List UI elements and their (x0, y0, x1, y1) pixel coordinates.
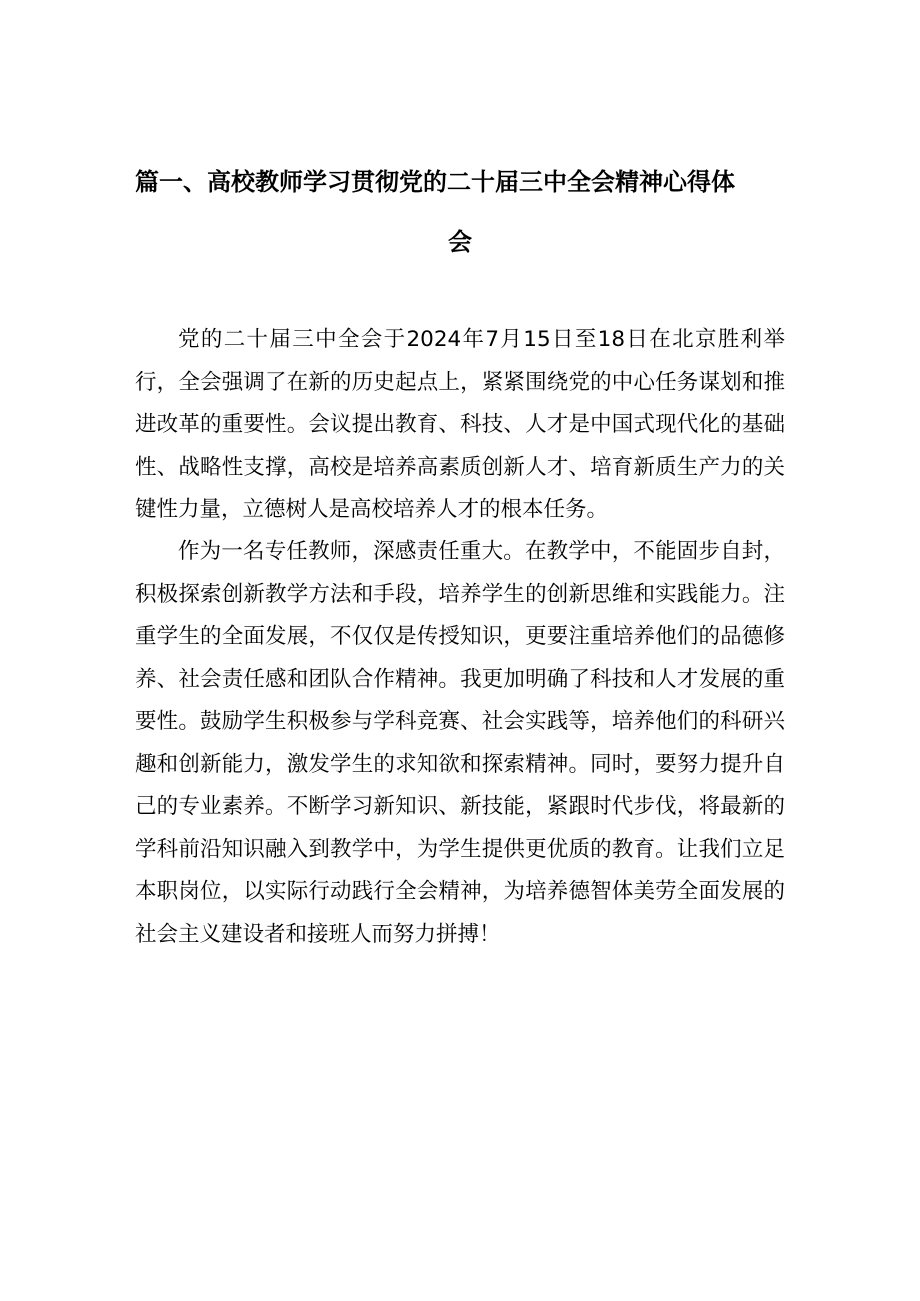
body-paragraph-1: 党的二十届三中全会于2024年7月15日至18日在北京胜利举行，全会强调了在新的历史起点上，紧紧围绕党的中心任务谋划和推进改革的重要性。会议提出教育、科技、人才是中国式现代化的基础性、战略性支撑，高校是培养高素质创新人才、培育新质生产力的关键性力量，立德树人是高校培养人才的根本任务。 (135, 327, 785, 522)
document-title-continuation: 会 (448, 228, 472, 256)
document-title: 篇一、高校教师学习贯彻党的二十届三中全会精神心得体 (135, 168, 735, 196)
body-paragraph-2: 作为一名专任教师，深感责任重大。在教学中，不能固步自封，积极探索创新教学方法和手段，培养学生的创新思维和实践能力。注重学生的全面发展，不仅仅是传授知识，更要注重培养他们的品德修养、社会责任感和团队合作精神。我更加明确了科技和人才发展的重要性。鼓励学生积极参与学科竞赛、社会实践等，培养他们的科研兴趣和创新能力，激发学生的求知欲和探索精神。同时，要努力提升自己的专业素养。不断学习新知识、新技能，紧跟时代步伐，将最新的学科前沿知识融入到教学中，为学生提供更优质的教育。让我们立足本职岗位，以实际行动践行全会精神，为培养德智体美劳全面发展的社会主义建设者和接班人而努力拼搏！ (135, 539, 785, 947)
